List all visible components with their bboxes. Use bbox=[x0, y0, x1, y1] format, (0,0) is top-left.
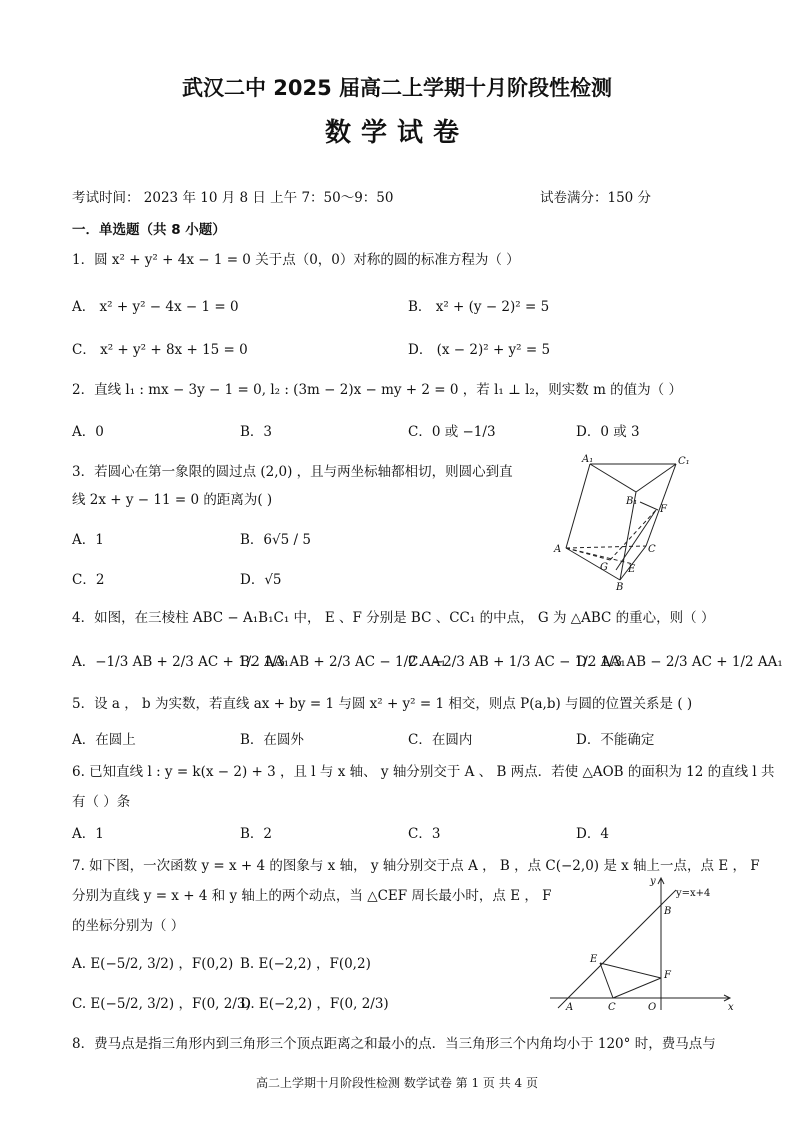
q5-option-d: D．不能确定 bbox=[576, 732, 655, 748]
axis-x-label: x bbox=[728, 1002, 734, 1012]
q4-stem: 4．如图，在三棱柱 ABC − A₁B₁C₁ 中， E 、F 分别是 BC 、CC₁ 的中点， G 为 △ABC 的重心，则（ ） bbox=[72, 610, 715, 626]
page-footer: 高二上学期十月阶段性检测 数学试卷 第 1 页 共 4 页 bbox=[256, 1076, 538, 1090]
q4-option-d: D．1/3 AB − 2/3 AC + 1/2 AA₁ bbox=[576, 654, 783, 670]
q1-option-a: A． x² + y² − 4x − 1 = 0 bbox=[72, 299, 239, 315]
q6-option-b: B．2 bbox=[240, 826, 273, 842]
graph-label-b: B bbox=[664, 906, 672, 917]
label-c1: C₁ bbox=[678, 456, 690, 467]
q1-option-c: C． x² + y² + 8x + 15 = 0 bbox=[72, 342, 248, 358]
label-a: A bbox=[554, 544, 562, 555]
prism-figure bbox=[548, 452, 708, 592]
q7-option-c: C. E(−5/2, 3/2) ，F(0, 2/3) bbox=[72, 996, 251, 1012]
q2-option-b: B．3 bbox=[240, 424, 273, 440]
q7-option-d: D. E(−2,2) ，F(0, 2/3) bbox=[240, 996, 389, 1012]
graph-label-e: E bbox=[590, 954, 598, 965]
label-g: G bbox=[600, 562, 608, 573]
q7-option-b: B. E(−2,2) ，F(0,2) bbox=[240, 956, 371, 972]
label-a1: A₁ bbox=[582, 454, 594, 465]
q1-stem: 1．圆 x² + y² + 4x − 1 = 0 关于点（0，0）对称的圆的标准方程为（ ） bbox=[72, 252, 520, 268]
label-e: E bbox=[628, 564, 636, 575]
label-c: C bbox=[648, 544, 656, 555]
q7-stem-line2: 分别为直线 y = x + 4 和 y 轴上的两个动点，当 △CEF 周长最小时，点 E ， F bbox=[72, 888, 552, 904]
q1-option-d: D． (x − 2)² + y² = 5 bbox=[408, 342, 551, 358]
q2-option-d: D．0 或 3 bbox=[576, 424, 640, 440]
q3-stem-line1: 3．若圆心在第一象限的圆过点 (2,0) ，且与两坐标轴都相切，则圆心到直 bbox=[72, 464, 513, 480]
q4-option-a: A．−1/3 AB + 2/3 AC + 1/2 AA₁ bbox=[72, 654, 290, 670]
label-f: F bbox=[660, 504, 667, 515]
q7-stem-line3: 的坐标分别为（ ） bbox=[72, 918, 185, 934]
exam-score: 试卷满分：150 分 bbox=[540, 190, 652, 206]
q3-option-b: B．6√5 / 5 bbox=[240, 532, 311, 548]
q3-stem-line2: 线 2x + y − 11 = 0 的距离为( ) bbox=[72, 492, 273, 508]
exam-title: 武汉二中 2025 届高二上学期十月阶段性检测 bbox=[181, 76, 613, 100]
q2-option-a: A．0 bbox=[72, 424, 104, 440]
q3-option-c: C．2 bbox=[72, 572, 105, 588]
line-label: y=x+4 bbox=[676, 888, 711, 899]
graph-label-f: F bbox=[664, 970, 671, 981]
q3-option-a: A．1 bbox=[72, 532, 104, 548]
graph-label-a: A bbox=[566, 1002, 574, 1012]
graph-label-o: O bbox=[648, 1002, 657, 1012]
coordinate-figure bbox=[548, 872, 738, 1012]
q4-option-b: B．1/3 AB + 2/3 AC − 1/2 AA₁ bbox=[240, 654, 446, 670]
q6-stem-line1: 6. 已知直线 l : y = k(x − 2) + 3 ，且 l 与 x 轴、 y 轴分别交于 A 、 B 两点．若使 △AOB 的面积为 12 的直线 l 共 bbox=[72, 764, 775, 780]
q5-stem: 5．设 a ， b 为实数，若直线 ax + by = 1 与圆 x² + y² = 1 相交，则点 P(a,b) 与圆的位置关系是 ( ) bbox=[72, 696, 693, 712]
q7-option-a: A. E(−5/2, 3/2) ，F(0,2) bbox=[72, 956, 234, 972]
q7-stem-line1: 7. 如下图，一次函数 y = x + 4 的图象与 x 轴， y 轴分别交于点 A ， B ，点 C(−2,0) 是 x 轴上一点，点 E ， F bbox=[72, 858, 760, 874]
q5-option-c: C．在圆内 bbox=[408, 732, 473, 748]
q5-option-a: A．在圆上 bbox=[72, 732, 136, 748]
q8-stem: 8．费马点是指三角形内到三角形三个顶点距离之和最小的点．当三角形三个内角均小于 120° 时，费马点与 bbox=[72, 1036, 716, 1052]
axis-y-label: y bbox=[650, 876, 656, 887]
q6-stem-line2: 有（ ）条 bbox=[72, 794, 131, 810]
q6-option-c: C．3 bbox=[408, 826, 441, 842]
q6-option-a: A．1 bbox=[72, 826, 104, 842]
q3-option-d: D．√5 bbox=[240, 572, 282, 588]
q5-option-b: B．在圆外 bbox=[240, 732, 304, 748]
q4-option-c: C．−2/3 AB + 1/3 AC − 1/2 AA₁ bbox=[408, 654, 626, 670]
q6-option-d: D．4 bbox=[576, 826, 609, 842]
subject-title: 数学试卷 bbox=[324, 118, 469, 148]
section-heading: 一．单选题（共 8 小题） bbox=[72, 222, 226, 238]
q2-stem: 2．直线 l₁ : mx − 3y − 1 = 0, l₂ : (3m − 2)x − my + 2 = 0 ，若 l₁ ⊥ l₂，则实数 m 的值为（ ） bbox=[72, 382, 682, 398]
graph-label-c: C bbox=[608, 1002, 616, 1012]
q2-option-c: C．0 或 −1/3 bbox=[408, 424, 496, 440]
label-b1: B₁ bbox=[626, 496, 638, 507]
exam-time: 考试时间： 2023 年 10 月 8 日 上午 7：50～9：50 bbox=[72, 190, 394, 206]
q1-option-b: B． x² + (y − 2)² = 5 bbox=[408, 299, 550, 315]
label-b: B bbox=[616, 582, 624, 592]
